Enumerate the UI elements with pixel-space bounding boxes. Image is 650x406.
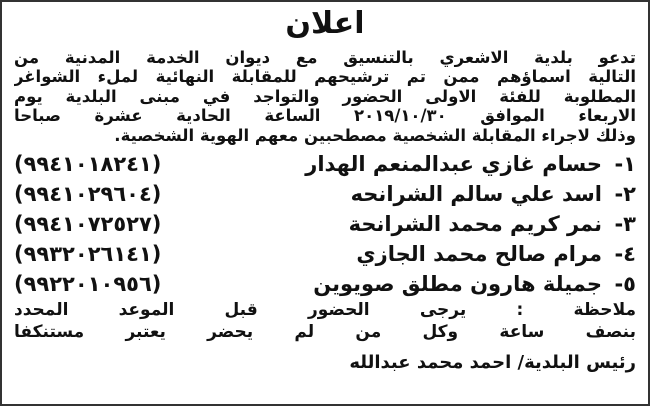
candidate-number: ٤- [614,242,636,267]
candidate-name: حسام غازي عبدالمنعم الهدار [305,152,602,177]
candidate-name: جميلة هارون مطلق صويوين [313,272,602,297]
note-line: بنصف ساعة وكل من لم يحضر يعتبر مستنكفا [14,322,636,343]
list-item [14,269,636,299]
candidate-phone: (٩٩٤١٠٢٩٦٠٤) [14,182,162,207]
candidate-phone: (٩٩٤١٠١٨٢٤١) [14,152,162,177]
list-item [14,209,636,239]
notice-title: اعلان [285,6,365,41]
candidate-name: اسد علي سالم الشرانحه [350,182,602,207]
candidate-number: ٣- [614,212,636,237]
candidate-number: ٢- [614,182,636,207]
candidate-phone: (٩٩٢٢٠١٠٩٥٦) [14,272,162,297]
note-line: ملاحظة : يرجى الحضور قبل الموعد المحدد [14,300,636,321]
note-paragraph [14,299,636,343]
candidate-list [14,149,636,299]
candidate-number: ٥- [614,272,636,297]
candidate-phone: (٩٩٣٢٠٢٦١٤١) [14,242,162,267]
list-item [14,179,636,209]
list-item [14,239,636,269]
intro-line: تدعو بلدية الاشعري بالتنسيق مع ديوان الخدمة المدنية من [14,48,636,67]
intro-line: التالية اسماؤهم ممن تم ترشيحهم للمقابلة النهائية لملء الشواغر [14,67,636,87]
candidate-phone: (٩٩٤١٠٧٢٥٢٧) [14,212,162,237]
candidate-number: ١- [614,152,636,177]
signature-line: رئيس البلدية/ احمد محمد عبدالله [349,352,636,374]
intro-line: الاربعاء الموافق ٢٠١٩/١٠/٣٠ الساعة الحادية عشرة صباحا [14,106,636,126]
candidate-name: نمر كريم محمد الشرانحة [348,212,602,237]
candidate-name: مرام صالح محمد الجازي [356,242,602,267]
intro-line: المطلوبة للفئة الاولى الحضور والتواجد في مبنى البلدية يوم [14,86,636,106]
intro-line: وذلك لاجراء المقابلة الشخصية مصطحبين معهم الهوية الشخصية. [114,125,636,145]
intro-paragraph [14,48,636,145]
list-item [14,149,636,179]
